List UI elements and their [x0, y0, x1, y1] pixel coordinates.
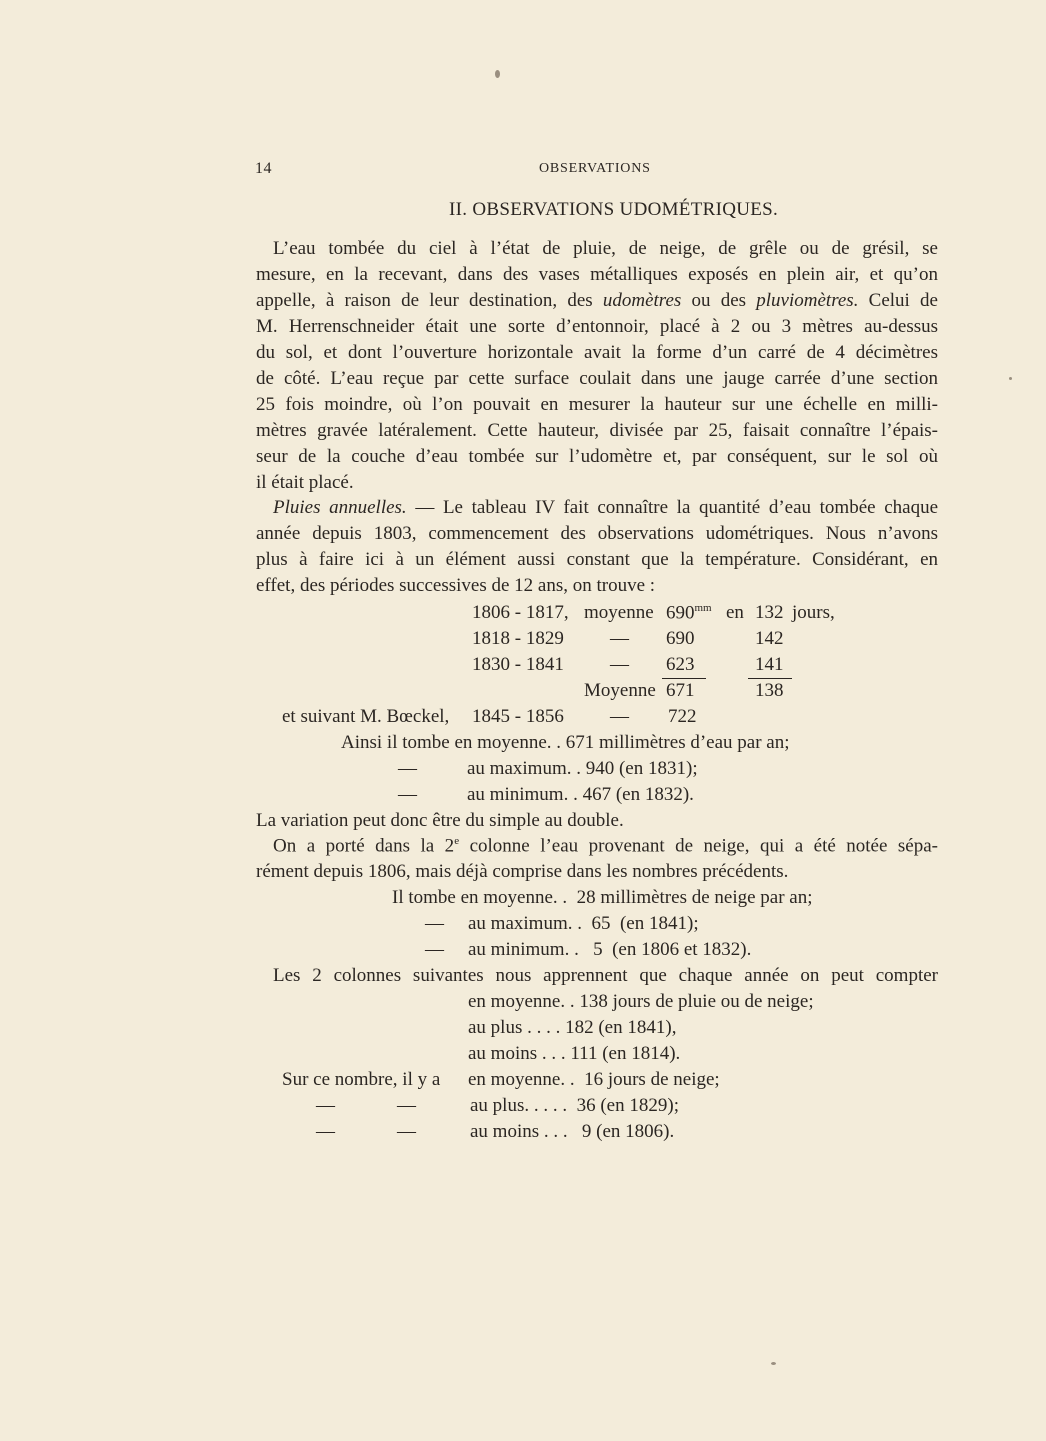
ditto-dash: —	[398, 784, 417, 805]
boeckel-dash: —	[610, 706, 629, 727]
term-udometres: udomètres	[602, 290, 682, 311]
ditto-dash: —	[316, 1121, 335, 1142]
period-en: en	[726, 602, 744, 623]
paper-speck	[495, 70, 500, 78]
term-pluviometres: pluviomètres.	[756, 290, 859, 311]
period-mm	[666, 602, 712, 624]
stat-line: en moyenne. . 138 jours de pluie ou de neige;	[468, 991, 814, 1012]
sum-rule-mm	[662, 678, 706, 679]
text-line: L’eau tombée du ciel à l’état de pluie, de neige, de grêle ou de grésil, se	[273, 238, 938, 259]
text-line: il était placé.	[256, 472, 354, 493]
period-mm: 623	[666, 654, 695, 675]
text-line	[273, 835, 938, 857]
stat-line: au plus. . . . . 36 (en 1829);	[470, 1095, 679, 1116]
text-line: année depuis 1803, commencement des observations udométriques. Nous n’avons	[256, 523, 938, 544]
superscript: e	[454, 835, 460, 847]
text-span: ou des	[681, 290, 757, 311]
stat-line: Ainsi il tombe en moyenne. . 671 millimètres d’eau par an;	[341, 732, 790, 753]
subheading-pluies-annuelles: Pluies annuelles.	[273, 497, 407, 518]
stat-line: au maximum. . 940 (en 1831);	[467, 758, 698, 779]
section-title: II. OBSERVATIONS UDOMÉTRIQUES.	[449, 199, 779, 220]
text-line: M. Herrenschneider était une sorte d’entonnoir, placé à 2 ou 3 mètres au-dessus	[256, 316, 938, 337]
period-years: 1806 - 1817,	[472, 602, 569, 623]
ditto-dash: —	[397, 1121, 416, 1142]
paper-speck	[1009, 377, 1012, 380]
period-label: —	[610, 654, 629, 675]
mm-unit: mm	[694, 602, 712, 614]
page-number: 14	[255, 160, 272, 177]
ditto-dash: —	[398, 758, 417, 779]
stat-line: au moins . . . 111 (en 1814).	[468, 1043, 681, 1064]
text-line	[256, 290, 938, 312]
stat-line: Il tombe en moyenne. . 28 millimètres de neige par an;	[392, 887, 813, 908]
average-label: Moyenne	[584, 680, 656, 701]
text-line: effet, des périodes successives de 12 ans, on trouve :	[256, 575, 656, 596]
text-span: colonne l’eau provenant de neige, qui a été notée sépa-	[459, 835, 938, 857]
ditto-dash: —	[425, 913, 444, 934]
text-line: mesure, en la recevant, dans des vases métalliques exposés en plein air, et qu’on	[256, 264, 938, 285]
period-days: 141	[755, 654, 784, 675]
period-mm: 690	[666, 628, 695, 649]
text-line: du sol, et dont l’ouverture horizontale avait la forme d’un carré de 4 décimètres	[256, 342, 938, 363]
sum-rule-days	[748, 678, 792, 679]
paper-speck	[771, 1362, 776, 1365]
text-line: seur de la couche d’eau tombée sur l’udomètre et, par conséquent, sur le sol où	[256, 446, 938, 467]
ditto-dash: —	[425, 939, 444, 960]
text-line: mètres gravée latéralement. Cette hauteur, divisée par 25, faisait connaître l’épais-	[256, 420, 938, 441]
running-title: OBSERVATIONS	[539, 161, 651, 176]
stat-line: au plus . . . . 182 (en 1841),	[468, 1017, 677, 1038]
snow-days-prefix: Sur ce nombre, il y a	[282, 1069, 441, 1090]
ditto-dash: —	[397, 1095, 416, 1116]
period-label: moyenne	[584, 602, 654, 623]
average-days: 138	[755, 680, 784, 701]
ditto-dash: —	[316, 1095, 335, 1116]
average-mm: 671	[666, 680, 695, 701]
boeckel-years: 1845 - 1856	[472, 706, 564, 727]
boeckel-prefix: et suivant M. Bœckel,	[282, 706, 450, 727]
text-line: rément depuis 1806, mais déjà comprise dans les nombres précédents.	[256, 861, 789, 882]
text-line: plus à faire ici à un élément aussi constant que la température. Considérant, en	[256, 549, 938, 570]
text-line: 25 fois moindre, où l’on pouvait en mesurer la hauteur sur une échelle en milli-	[256, 394, 938, 415]
boeckel-mm: 722	[668, 706, 697, 727]
period-days-unit: jours,	[792, 602, 835, 623]
stat-line: en moyenne. . 16 jours de neige;	[468, 1069, 720, 1090]
period-days: 132	[755, 602, 784, 623]
variation-text: La variation peut donc être du simple au double.	[256, 810, 624, 831]
stat-line: au minimum. . 467 (en 1832).	[467, 784, 694, 805]
mm-value: 690	[666, 602, 695, 624]
period-years: 1818 - 1829	[472, 628, 564, 649]
text-span: appelle, à raison de leur destination, des	[256, 290, 603, 311]
text-span: On a porté dans la 2	[273, 835, 455, 857]
text-span: Celui de	[858, 290, 938, 311]
stat-line: au maximum. . 65 (en 1841);	[468, 913, 699, 934]
period-days: 142	[755, 628, 784, 649]
period-years: 1830 - 1841	[472, 654, 564, 675]
stat-line: au moins . . . 9 (en 1806).	[470, 1121, 675, 1142]
stat-line: au minimum. . 5 (en 1806 et 1832).	[468, 939, 752, 960]
period-label: —	[610, 628, 629, 649]
days-intro: Les 2 colonnes suivantes nous apprennent que chaque année on peut compter	[273, 965, 938, 986]
text-span: — Le tableau IV fait connaître la quantité d’eau tombée chaque	[406, 497, 938, 518]
text-line	[273, 497, 938, 519]
text-line: de côté. L’eau reçue par cette surface coulait dans une jauge carrée d’une section	[256, 368, 938, 389]
